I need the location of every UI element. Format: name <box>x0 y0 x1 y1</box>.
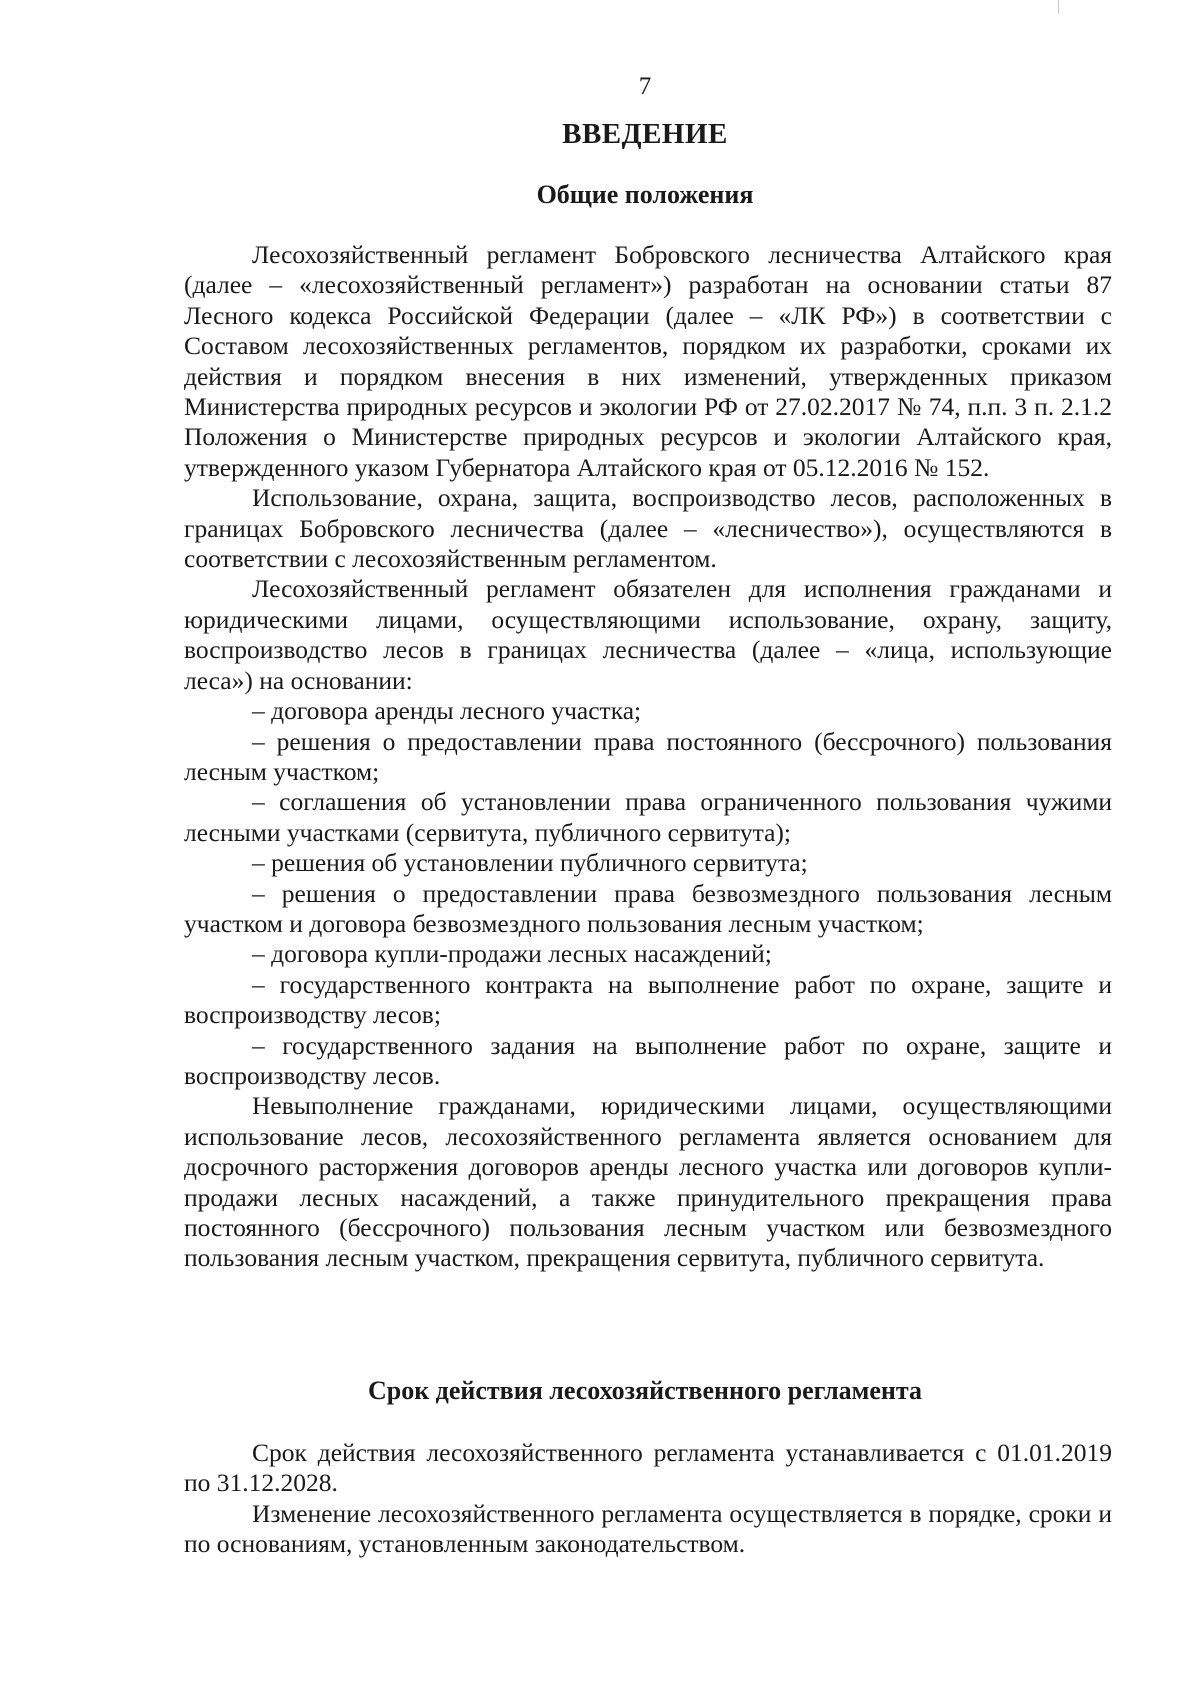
section-heading-term: Срок действия лесохозяйственного регламента <box>367 1376 923 1405</box>
paragraph: Лесохозяйственный регламент обязателен для исполнения гражданами и юридическими лицами, осуществляющими использование, охрану, защиту, воспроизводство лесов в границах лесничества (далее – «лица, использующие леса») на основании: <box>184 574 1112 695</box>
list-item: – решения об установлении публичного сервитута; <box>252 848 808 878</box>
paragraph: Невыполнение гражданами, юридическими лицами, осуществляющими использование лесов, лесохозяйственного регламента является основанием для досрочного расторжения договоров аренды лесного участка или договоров купли-продажи лесных насаждений, а также принудительного прекращения права постоянного (бессрочного) пользования лесным участком или безвозмездного пользования лесным участком, прекращения сервитута, публичного сервитута. <box>184 1091 1112 1273</box>
section-term-body <box>184 1438 1112 1560</box>
list-item: – договора купли-продажи лесных насаждений; <box>252 939 772 969</box>
list-item: – договора аренды лесного участка; <box>252 696 642 726</box>
list-item: – решения о предоставлении права постоянного (бессрочного) пользования лесным участком; <box>184 726 1112 786</box>
scan-artifact-line <box>1058 0 1059 14</box>
paragraph: Лесохозяйственный регламент Бобровского лесничества Алтайского края (далее – «лесохозяйственный регламент») разработан на основании статьи 87 Лесного кодекса Российской Федерации (далее – «ЛК РФ») в соответствии с Составом лесохозяйственных регламентов, порядком их разработки, сроками их действия и порядком внесения в них изменений, утвержденных приказом Министерства природных ресурсов и экологии РФ от 27.02.2017 № 74, п.п. 3 п. 2.1.2 Положения о Министерстве природных ресурсов и экологии Алтайского края, утвержденного указом Губернатора Алтайского края от 05.12.2016 № 152. <box>184 240 1112 482</box>
page-title: ВВЕДЕНИЕ <box>562 118 728 150</box>
paragraph: Использование, охрана, защита, воспроизводство лесов, расположенных в границах Бобровского лесничества (далее – «лесничество»), осуществляются в соответствии с лесохозяйственным регламентом. <box>184 483 1112 574</box>
list-item: – государственного контракта на выполнение работ по охране, защите и воспроизводству лесов; <box>184 969 1112 1030</box>
paragraph: Срок действия лесохозяйственного регламента устанавливается с 01.01.2019 по 31.12.2028. <box>184 1438 1112 1498</box>
paragraph: Изменение лесохозяйственного регламента осуществляется в порядке, сроки и по основаниям, установленным законодательством. <box>184 1498 1112 1559</box>
page-number: 7 <box>638 73 652 100</box>
list-item: – государственного задания на выполнение работ по охране, защите и воспроизводству лесов. <box>184 1030 1112 1090</box>
section-heading-general: Общие положения <box>536 180 754 209</box>
section-general-body <box>184 240 1112 1274</box>
list-item: – решения о предоставлении права безвозмездного пользования лесным участком и договора безвозмездного пользования лесным участком; <box>184 878 1112 938</box>
list-item: – соглашения об установлении права ограниченного пользования чужими лесными участками (сервитута, публичного сервитута); <box>184 787 1112 847</box>
